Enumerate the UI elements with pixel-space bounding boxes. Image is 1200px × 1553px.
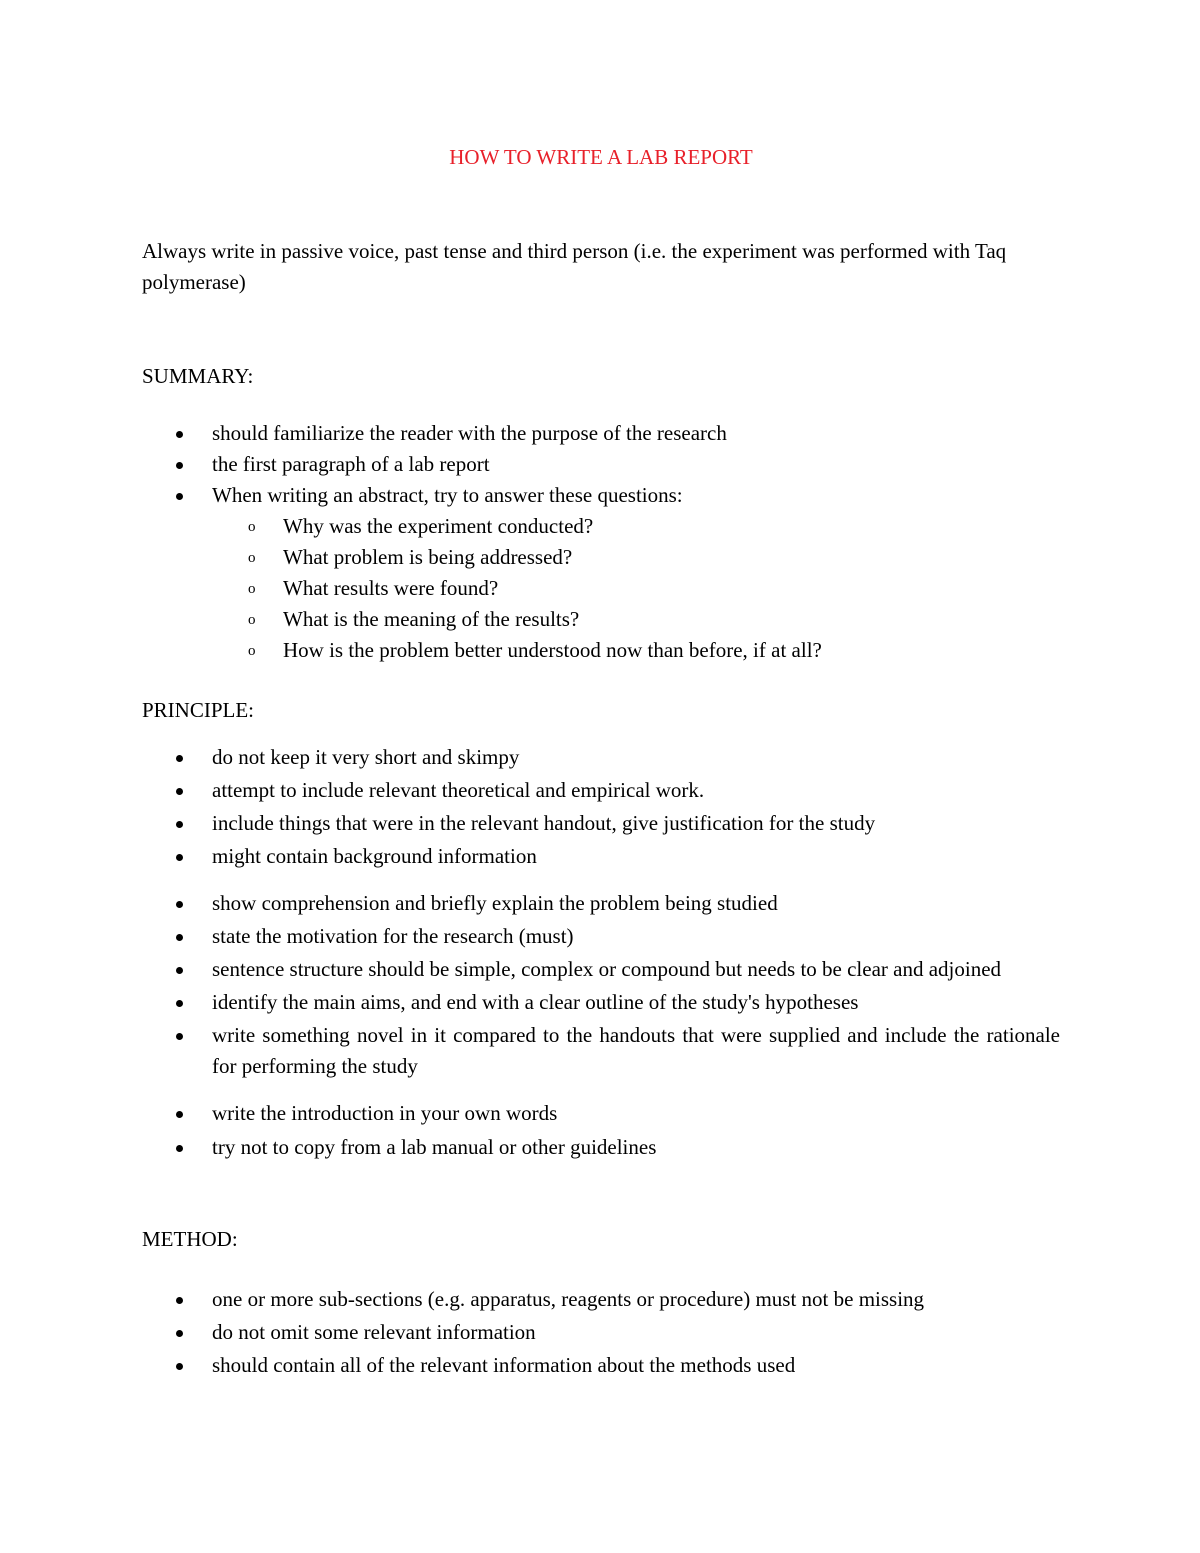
list-item: state the motivation for the research (must) [142,921,1060,952]
bullet-icon [176,821,183,828]
principle-heading: PRINCIPLE: [142,698,255,722]
bullet-icon [176,934,183,941]
bullet-icon [176,788,183,795]
intro-paragraph: Always write in passive voice, past tense and third person (i.e. the experiment was performed with Taq polymerase) [142,239,1007,294]
bullet-icon [176,1145,183,1152]
list-item: show comprehension and briefly explain the problem being studied [142,888,1060,919]
list-item: include things that were in the relevant handout, give justification for the study [142,808,1060,839]
sub-list-item: o What is the meaning of the results? [212,604,1060,635]
summary-list [142,418,1060,666]
circle-bullet-icon: o [248,643,256,659]
list-item: attempt to include relevant theoretical and empirical work. [142,775,1060,806]
bullet-icon [176,901,183,908]
sub-list-item: o How is the problem better understood now than before, if at all? [212,635,1060,666]
list-item: the first paragraph of a lab report [142,449,1060,480]
circle-bullet-icon: o [248,519,256,535]
list-item: should familiarize the reader with the purpose of the research [142,418,1060,449]
list-item: try not to copy from a lab manual or other guidelines [142,1132,1060,1163]
bullet-icon [176,1330,183,1337]
sub-list-item: o What problem is being addressed? [212,542,1060,573]
bullet-icon [176,1000,183,1007]
list-item: identify the main aims, and end with a clear outline of the study's hypotheses [142,987,1060,1018]
bullet-icon [176,1363,183,1370]
summary-sublist [212,511,1060,666]
bullet-icon [176,493,183,500]
bullet-icon [176,431,183,438]
bullet-icon [176,967,183,974]
list-item: one or more sub-sections (e.g. apparatus, reagents or procedure) must not be missing [142,1284,1060,1315]
list-item: might contain background information [142,841,1060,872]
method-heading: METHOD: [142,1227,238,1251]
summary-heading: SUMMARY: [142,364,254,388]
principle-list [142,742,1060,1163]
sub-list-item: o What results were found? [212,573,1060,604]
list-item: do not omit some relevant information [142,1317,1060,1348]
list-item: write the introduction in your own words [142,1098,1060,1129]
circle-bullet-icon: o [248,612,256,628]
sub-list-item: o Why was the experiment conducted? [212,511,1060,542]
bullet-icon [176,1297,183,1304]
bullet-icon [176,462,183,469]
list-item: do not keep it very short and skimpy [142,742,1060,773]
document-title: HOW TO WRITE A LAB REPORT [449,145,753,169]
list-item: sentence structure should be simple, complex or compound but needs to be clear and adjoined [142,954,1060,985]
bullet-icon [176,1111,183,1118]
bullet-icon [176,755,183,762]
list-item: When writing an abstract, try to answer these questions: o Why was the experiment conducted? o What problem is being addressed? o What results were found? o What is the meaning of the results? o How is the problem better understood now than before, if at all? [142,480,1060,666]
bullet-icon [176,1033,183,1040]
list-item: should contain all of the relevant information about the methods used [142,1350,1060,1381]
method-list [142,1284,1060,1381]
circle-bullet-icon: o [248,581,256,597]
bullet-icon [176,854,183,861]
circle-bullet-icon: o [248,550,256,566]
list-item: write something novel in it compared to the handouts that were supplied and include the rationale for performing the study [142,1020,1060,1082]
